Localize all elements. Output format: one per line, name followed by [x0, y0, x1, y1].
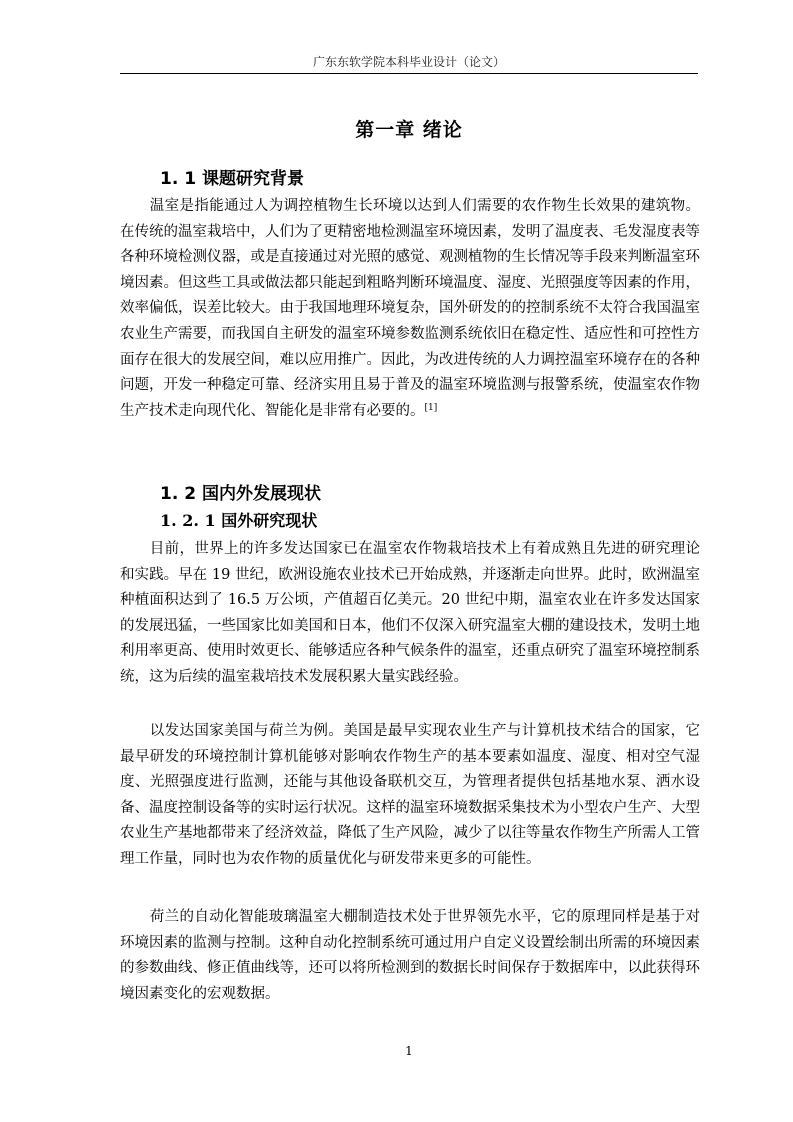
header-rule [120, 73, 698, 74]
paragraph-foreign-research-3: 荷兰的自动化智能玻璃温室大棚制造技术处于世界领先水平，它的原理同样是基于对环境因素的监测与控制。这种自动化控制系统可通过用户自定义设置绘制出所需的环境因素的参数曲线、修正值曲线等，还可以将所检测到的数据长时间保存于数据库中，以此获得环境因素变化的宏观数据。 [120, 909, 700, 1002]
subsection-heading-foreign-research: 1. 2. 1 国外研究现状 [160, 511, 318, 530]
paragraph-foreign-research-1: 目前，世界上的许多发达国家已在温室农作物栽培技术上有着成熟且先进的研究理论和实践。早在 19 世纪，欧洲设施农业技术已开始成熟，并逐渐走向世界。此时，欧洲温室种植面积达到了 16.5 万公顷，产值超百亿美元。20 世纪中期，温室农业在许多发达国家的发展迅猛，一些国家比如美国和日本，他们不仅深入研究温室大棚的建设技术，发明土地利用率更高、使用时效更长、能够适应各种气候条件的温室，还重点研究了温室环境控制系统，这为后续的温室栽培技术发展积累大量实践经验。 [120, 541, 700, 685]
section-heading-development: 1. 2 国内外发展现状 [160, 484, 321, 504]
section-heading-background: 1. 1 课题研究背景 [160, 169, 304, 189]
citation-marker: [1] [424, 402, 438, 413]
paragraph-foreign-research-2: 以发达国家美国与荷兰为例。美国是最早实现农业生产与计算机技术结合的国家，它最早研发的环境控制计算机能够对影响农作物生产的基本要素如温度、湿度、相对空气湿度、光照强度进行监测，还能与其他设备联机交互，为管理者提供包括基地水泵、洒水设备、温度控制设备等的实时运行状况。这样的温室环境数据采集技术为小型农户生产、大型农业生产基地都带来了经济效益，降低了生产风险，减少了以往等量农作物生产所需人工管理工作量，同时也为农作物的质量优化与研发带来更多的可能性。 [120, 723, 700, 867]
page-header: 广东东软学院本科毕业设计（论文） [312, 55, 505, 69]
paragraph-background-text: 温室是指能通过人为调控植物生长环境以达到人们需要的农作物生长效果的建筑物。在传统的温室栽培中，人们为了更精密地检测温室环境因素，发明了温度表、毛发湿度表等各种环境检测仪器，或是直接通过对光照的感觉、观测植物的生长情况等手段来判断温室环境因素。但这些工具或做法都只能起到粗略判断环境温度、湿度、光照强度等因素的作用，效率偏低，误差比较大。由于我国地理环境复杂，国外研发的的控制系统不太符合我国温室农业生产需要，而我国自主研发的温室环境参数监测系统依旧在稳定性、适应性和可控性方面存在很大的发展空间，难以应用推广。因此，为改进传统的人力调控温室环境存在的各种问题，开发一种稳定可靠、经济实用且易于普及的温室环境监测与报警系统，使温室农作物生产技术走向现代化、智能化是非常有必要的。 [120, 198, 700, 419]
chapter-title: 第一章 绪论 [355, 119, 463, 141]
page-number: 1 [405, 1044, 413, 1058]
paragraph-background [120, 194, 700, 424]
